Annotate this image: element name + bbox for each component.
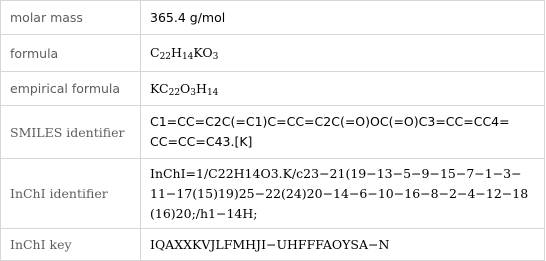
value-line: InChI=1/C22H14O3.K/c23−21(19−13−5−9−15−7−1−3− — [150, 165, 522, 181]
formula-symbol: K — [150, 80, 160, 96]
formula-symbol: H — [196, 80, 207, 96]
value-line: (16)20;/h1−14H; — [150, 205, 258, 221]
formula-symbol: O — [180, 80, 191, 96]
molar-mass-value: 365.4 g/mol — [141, 1, 545, 35]
formula-symbol: KO — [193, 45, 213, 60]
formula-symbol: H — [171, 45, 182, 60]
row-label: empirical formula — [1, 72, 141, 106]
row-label: molar mass — [1, 1, 141, 35]
value-line: C1=CC=C2C(=C1)C=CC=C2C(=O)OC(=O)C3=CC=CC4= — [150, 114, 510, 129]
row-label: SMILES identifier — [1, 106, 141, 159]
smiles-value — [141, 106, 545, 159]
inchi-value — [141, 159, 545, 229]
formula-symbol: C — [150, 45, 160, 60]
formula-subscript: 22 — [168, 87, 181, 98]
value-line: 11−17(15)19)25−22(24)20−14−6−10−16−8−2−4−12−18 — [150, 185, 529, 201]
formula-symbol: C — [159, 80, 169, 96]
inchi-key-value: IQAXXKVJLFMHJI−UHFFFAOYSA−N — [141, 229, 545, 261]
table-row — [1, 106, 545, 159]
table-row — [1, 1, 545, 35]
formula-subscript: 14 — [206, 87, 219, 98]
formula-subscript: 3 — [212, 52, 219, 62]
formula-subscript: 3 — [190, 87, 197, 98]
row-label: InChI key — [1, 229, 141, 261]
empirical-formula-value — [141, 72, 545, 106]
row-label: formula — [1, 35, 141, 72]
table-row — [1, 35, 545, 72]
value-line: CC=CC=C43.[K] — [150, 134, 253, 149]
row-label: InChI identifier — [1, 159, 141, 229]
formula-subscript: 22 — [159, 52, 172, 62]
table-row — [1, 159, 545, 229]
formula-subscript: 14 — [181, 52, 194, 62]
formula-value — [141, 35, 545, 72]
table-row — [1, 72, 545, 106]
